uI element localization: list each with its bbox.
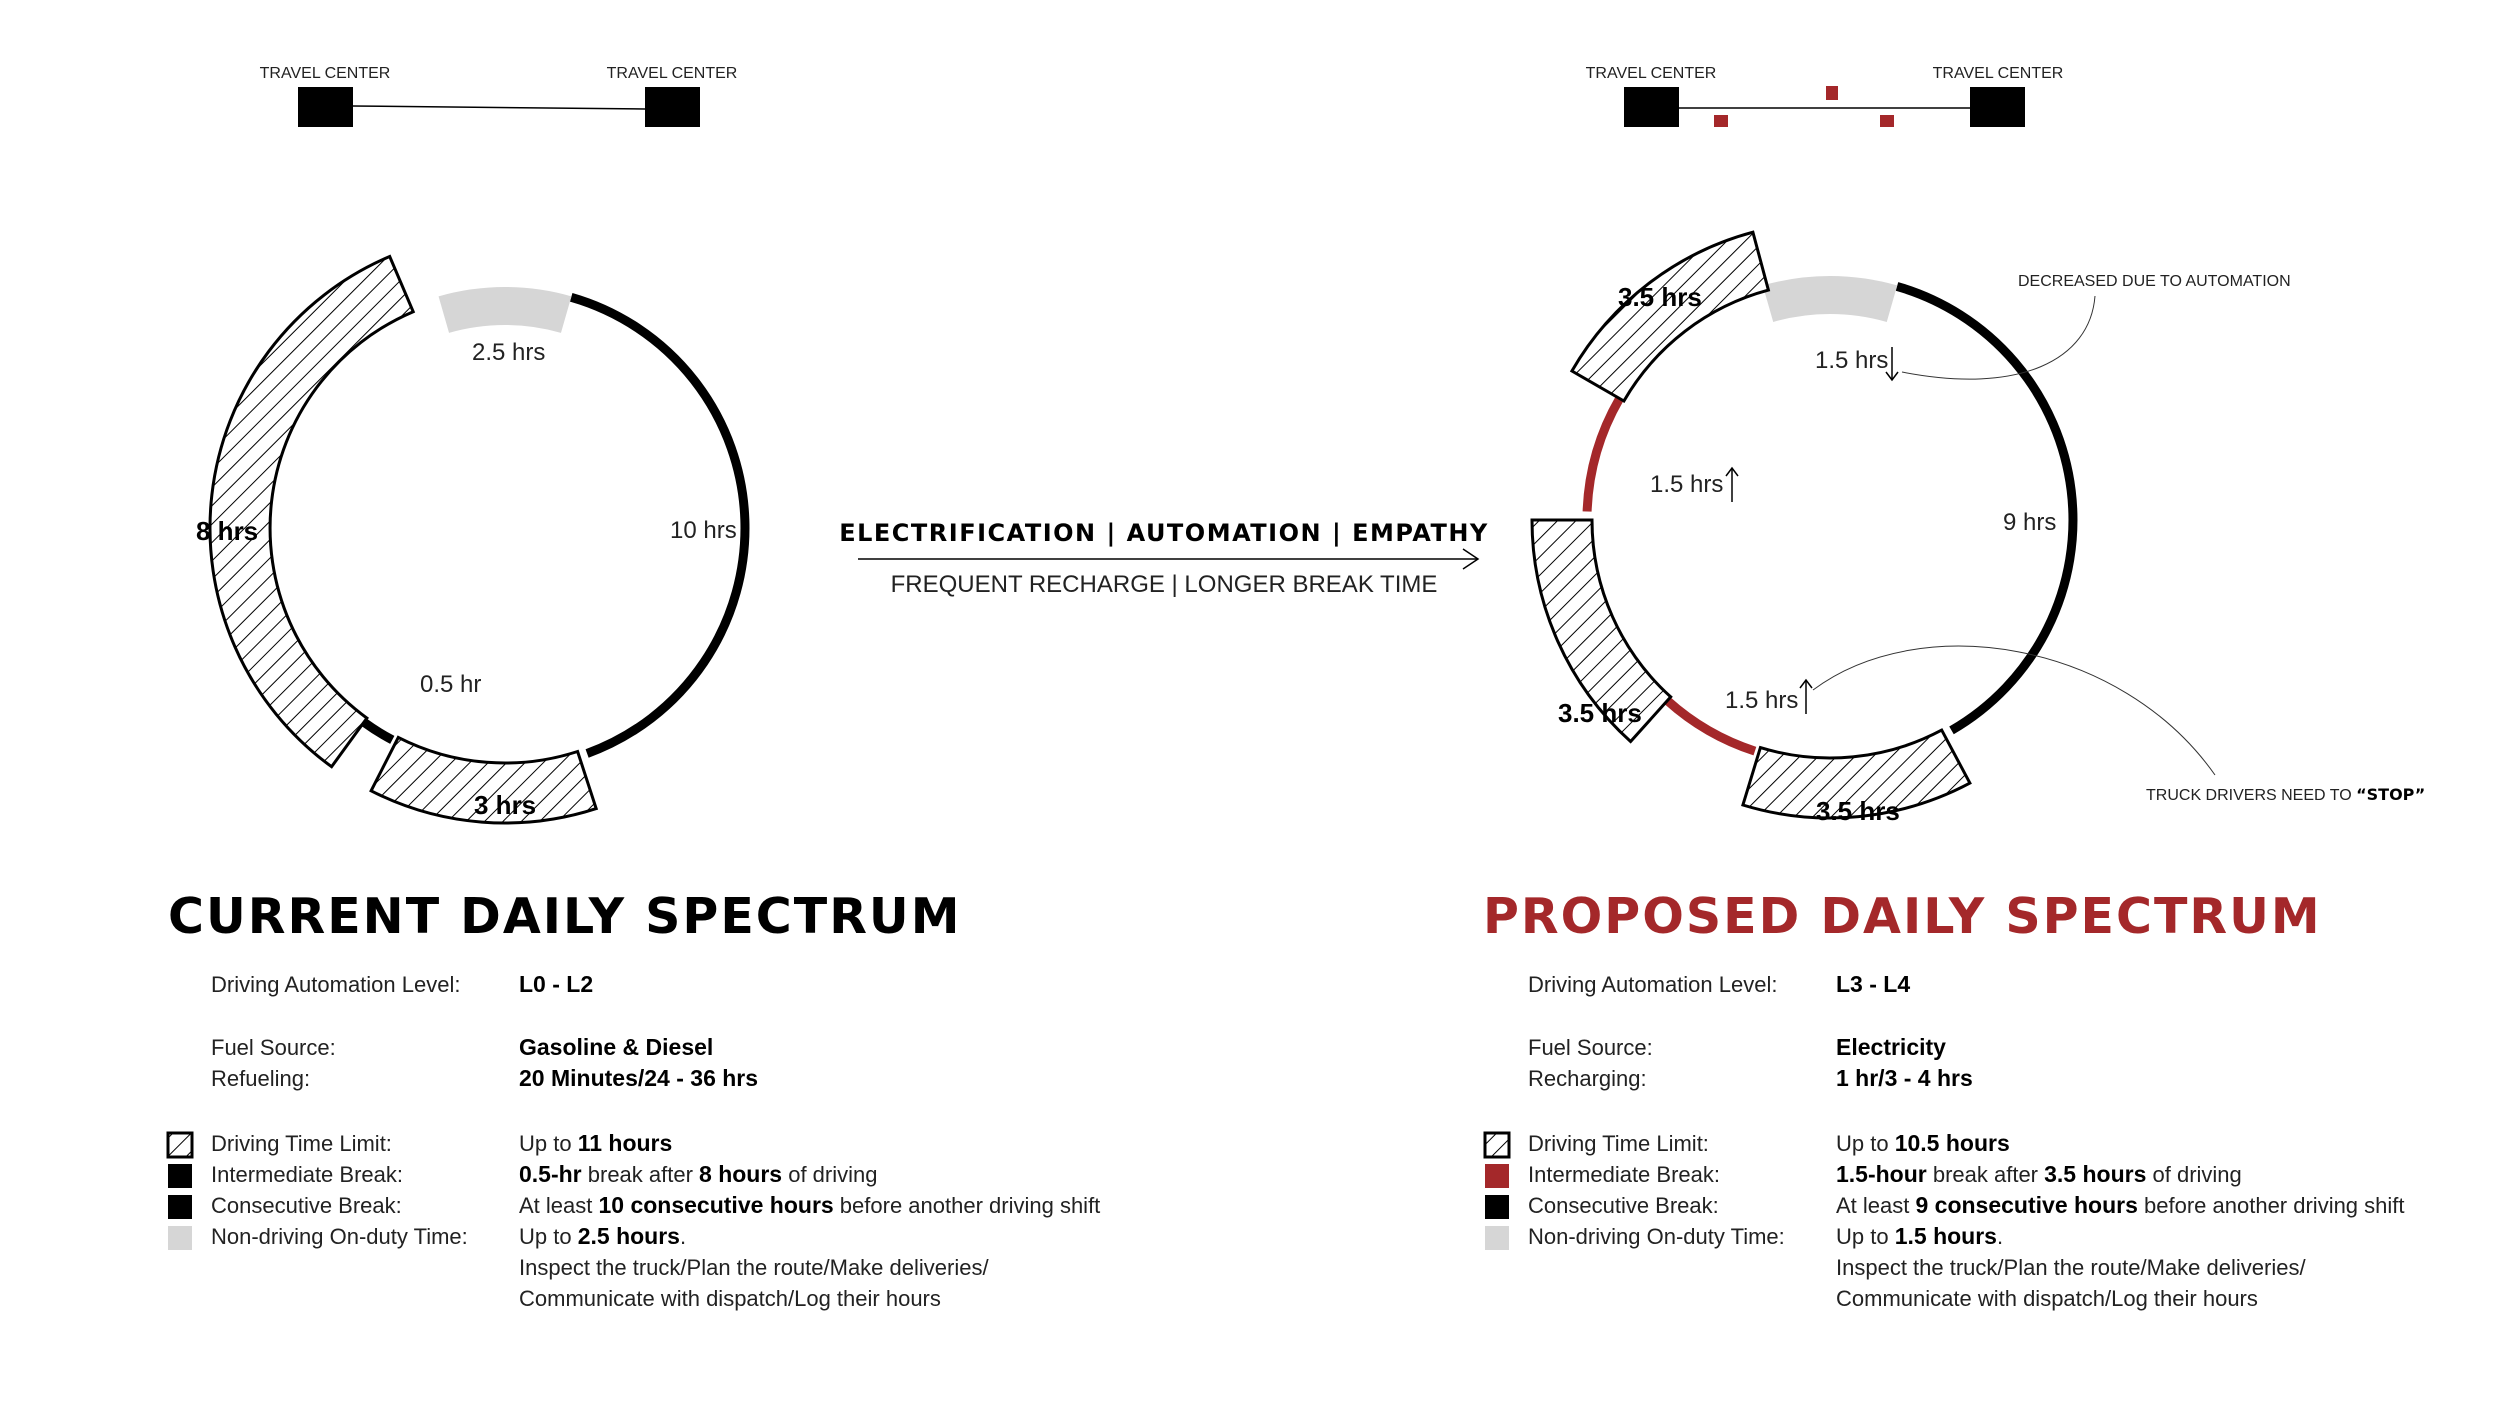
legend-label-consecutive: Consecutive Break:: [1528, 1193, 1719, 1218]
duties-line-1: Inspect the truck/Plan the route/Make deliveries/: [1836, 1255, 2306, 1280]
legend-swatch-intermediate: [168, 1164, 192, 1188]
legend-label-intermediate: Intermediate Break:: [1528, 1162, 1720, 1187]
travel-center-label-left: TRAVEL CENTER: [1585, 65, 1717, 82]
annotation-stop-text: TRUCK DRIVERS NEED TO: [2146, 787, 2357, 804]
value-part: before another driving shift: [2137, 1193, 2405, 1218]
value-part: .: [679, 1224, 687, 1249]
travel-center-block-right: [645, 87, 700, 127]
travel-center-block-right: [1970, 87, 2025, 127]
value-part: Up to: [1836, 1131, 1895, 1156]
label-consecutive: 9 hrs: [2003, 509, 2057, 536]
refuel-label: Refueling:: [211, 1066, 311, 1091]
value-part: of driving: [2146, 1162, 2242, 1187]
route-line: [352, 106, 645, 109]
label-nondriving: 1.5 hrs: [1815, 347, 1889, 374]
legend-swatch-driving: [1485, 1133, 1509, 1157]
annotation-decreased: DECREASED DUE TO AUTOMATION: [2018, 273, 2291, 290]
travel-center-block-left: [298, 87, 353, 127]
fuel-label: Fuel Source:: [1528, 1035, 1653, 1060]
value-emphasis: 9 consecutive hours: [1915, 1192, 2138, 1218]
value-part: Up to: [519, 1224, 578, 1249]
current-route-diagram: [260, 65, 738, 127]
value-emphasis: 10.5 hours: [1894, 1130, 2010, 1156]
label-non-driving: 2.5 hrs: [472, 339, 546, 366]
value-emphasis: 1.5-hour: [1836, 1161, 1927, 1187]
value-part: break after: [581, 1162, 700, 1187]
label-driving-8: 8 hrs: [196, 516, 259, 546]
value-part: of driving: [782, 1162, 878, 1187]
value-emphasis: 1.5 hours: [1894, 1223, 1997, 1249]
travel-center-label-right: TRAVEL CENTER: [1932, 65, 2064, 82]
recharge-label: Recharging:: [1528, 1066, 1647, 1091]
annotation-stop-emphasis: “STOP”: [2356, 785, 2426, 804]
automation-label: Driving Automation Level:: [211, 972, 461, 997]
proposed-route-diagram: [1586, 65, 2064, 127]
label-drive-b: 3.5 hrs: [1558, 698, 1642, 728]
duties-line-2: Communicate with dispatch/Log their hours: [1836, 1286, 2258, 1311]
transition-subtitle: FREQUENT RECHARGE | LONGER BREAK TIME: [890, 571, 1438, 598]
value-part: Up to: [1836, 1224, 1895, 1249]
legend-label-intermediate: Intermediate Break:: [211, 1162, 403, 1187]
current-info-block: [168, 888, 1100, 1311]
label-consecutive: 10 hrs: [670, 517, 737, 544]
value-part: break after: [1926, 1162, 2045, 1187]
legend-value-nondriving: [519, 1223, 686, 1249]
current-cycle-diagram: [196, 257, 745, 824]
intermediate-break-arc: [1587, 399, 1620, 512]
legend-label-driving: Driving Time Limit:: [211, 1131, 392, 1156]
legend-value-driving: [1836, 1130, 2010, 1156]
transition-arrow: [839, 519, 1489, 598]
legend-label-driving: Driving Time Limit:: [1528, 1131, 1709, 1156]
value-emphasis: 0.5-hr: [519, 1161, 582, 1187]
label-drive-a: 3.5 hrs: [1618, 282, 1702, 312]
legend-label-nondriving: Non-driving On-duty Time:: [211, 1224, 468, 1249]
legend-value-nondriving: [1836, 1223, 2003, 1249]
recharge-value: 1 hr/3 - 4 hrs: [1836, 1065, 1973, 1091]
legend-swatch-consecutive: [1485, 1195, 1509, 1219]
label-drive-c: 3.5 hrs: [1816, 796, 1900, 826]
proposed-info-block: [1483, 888, 2405, 1311]
legend-swatch-consecutive: [168, 1195, 192, 1219]
value-emphasis: 11 hours: [577, 1130, 673, 1156]
legend-label-nondriving: Non-driving On-duty Time:: [1528, 1224, 1785, 1249]
recharge-stop-marker: [1714, 115, 1728, 127]
current-title: CURRENT DAILY SPECTRUM: [168, 888, 962, 945]
value-part: before another driving shift: [833, 1193, 1101, 1218]
value-part: Up to: [519, 1131, 578, 1156]
automation-value: L0 - L2: [519, 971, 594, 997]
proposed-title: PROPOSED DAILY SPECTRUM: [1483, 888, 2322, 945]
label-break-1: 1.5 hrs: [1650, 471, 1724, 498]
label-break-05: 0.5 hr: [420, 671, 482, 698]
driving-segment-8hrs: [210, 257, 413, 767]
intermediate-break-arc: [364, 722, 392, 740]
legend-swatch-driving: [168, 1133, 192, 1157]
label-driving-3: 3 hrs: [474, 790, 537, 820]
proposed-cycle-diagram: [1532, 232, 2425, 826]
value-emphasis: 8 hours: [699, 1161, 783, 1187]
legend-value-intermediate: [519, 1161, 878, 1187]
value-emphasis: 2.5 hours: [577, 1223, 680, 1249]
label-break-2: 1.5 hrs: [1725, 687, 1799, 714]
fuel-value: Gasoline & Diesel: [519, 1034, 714, 1060]
fuel-label: Fuel Source:: [211, 1035, 336, 1060]
legend-swatch-intermediate: [1485, 1164, 1509, 1188]
travel-center-label-left: TRAVEL CENTER: [259, 65, 391, 82]
duties-line-1: Inspect the truck/Plan the route/Make deliveries/: [519, 1255, 989, 1280]
recharge-stop-marker: [1826, 86, 1838, 100]
recharge-stop-marker: [1880, 115, 1894, 127]
legend-value-consecutive: [519, 1192, 1100, 1218]
fuel-value: Electricity: [1836, 1034, 1946, 1060]
duties-line-2: Communicate with dispatch/Log their hours: [519, 1286, 941, 1311]
annotation-leader-line: [1902, 296, 2095, 379]
value-part: At least: [1836, 1193, 1916, 1218]
refuel-value: 20 Minutes/24 - 36 hrs: [519, 1065, 759, 1091]
value-part: At least: [519, 1193, 599, 1218]
legend-swatch-nondriving: [1485, 1226, 1509, 1250]
annotation-stop: [2146, 785, 2425, 804]
non-driving-arc: [444, 306, 566, 315]
non-driving-arc: [1768, 295, 1892, 304]
value-emphasis: 10 consecutive hours: [598, 1192, 834, 1218]
travel-center-block-left: [1624, 87, 1679, 127]
automation-label: Driving Automation Level:: [1528, 972, 1778, 997]
legend-swatch-nondriving: [168, 1226, 192, 1250]
travel-center-label-right: TRAVEL CENTER: [606, 65, 738, 82]
legend-value-driving: [519, 1130, 672, 1156]
legend-value-intermediate: [1836, 1161, 2242, 1187]
legend-value-consecutive: [1836, 1192, 2405, 1218]
transition-title: ELECTRIFICATION | AUTOMATION | EMPATHY: [839, 519, 1489, 547]
value-emphasis: 3.5 hours: [2044, 1161, 2147, 1187]
legend-label-consecutive: Consecutive Break:: [211, 1193, 402, 1218]
driving-segment-a: [1572, 232, 1769, 401]
value-part: .: [1996, 1224, 2004, 1249]
automation-value: L3 - L4: [1836, 971, 1911, 997]
